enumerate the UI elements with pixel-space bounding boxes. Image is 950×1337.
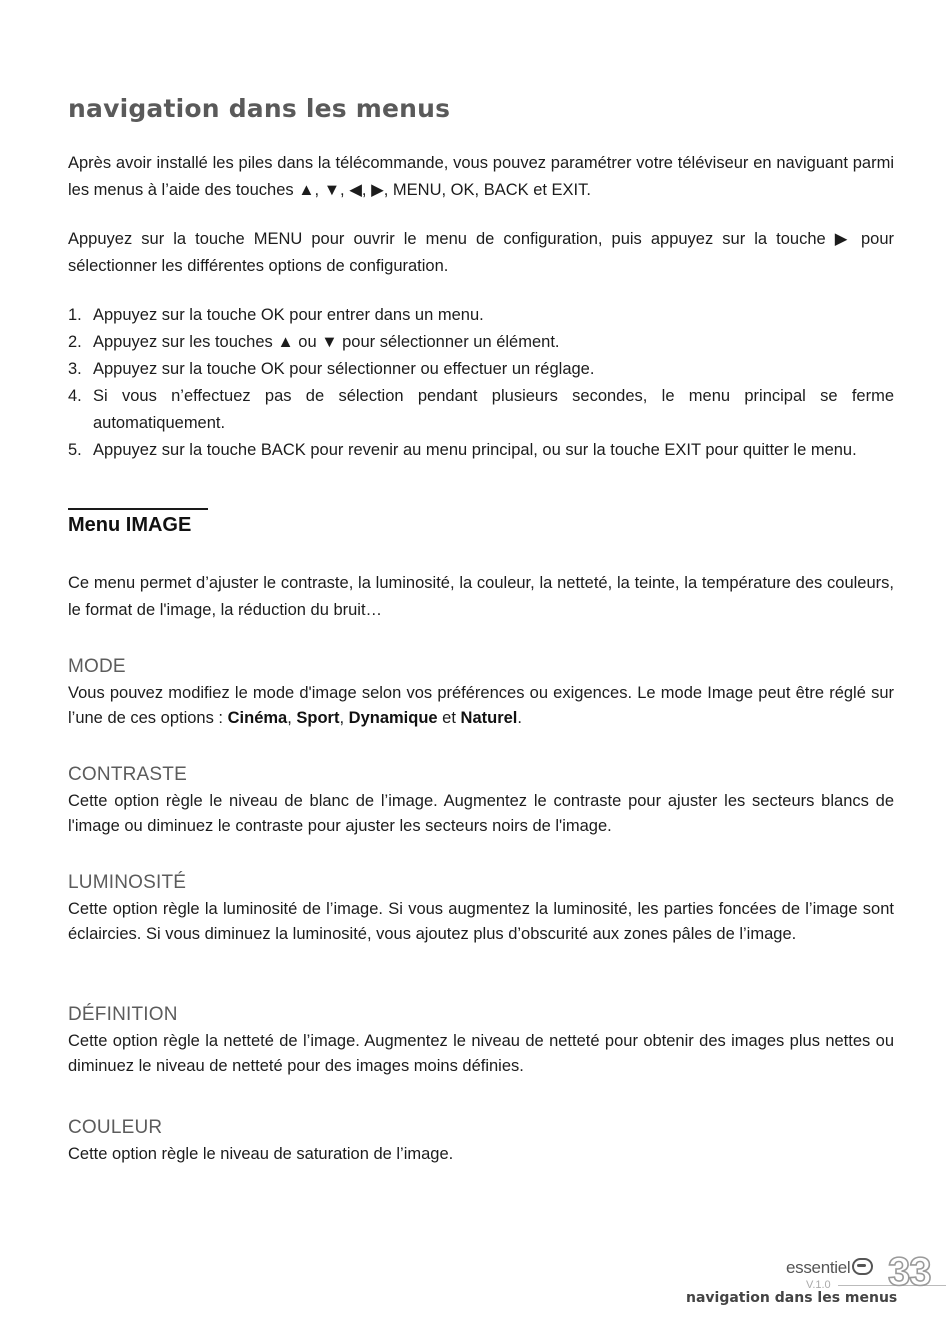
step-number: 2. — [68, 333, 82, 351]
section-title: Menu IMAGE — [68, 514, 192, 536]
contraste-text: Cette option règle le niveau de blanc de l’image. Augmentez le contraste pour ajuster les secteurs blancs de l'image ou diminuez le contraste pour ajuster les secteurs noirs de l'image. — [68, 792, 894, 835]
mode-text: Vous pouvez modifiez le mode d'image selon vos préférences ou exigences. Le mode Image peut être réglé sur l’une de ces options : Cinéma, Sport, Dynamique et Naturel. — [68, 684, 894, 727]
option-naturel: Naturel — [460, 709, 518, 727]
list-item — [68, 356, 894, 383]
brand-mark-icon — [852, 1258, 873, 1275]
luminosite-text: Cette option règle la luminosité de l’image. Si vous augmentez la luminosité, les parties foncées de l’image sont éclaircies. Si vous diminuez la luminosité, vous ajoutez plus d’obscurité aux zones pâles de l’image. — [68, 900, 894, 943]
step-number: 1. — [68, 306, 82, 324]
section-divider — [68, 508, 208, 510]
step-number: 3. — [68, 360, 82, 378]
option-cinema: Cinéma — [227, 709, 288, 727]
mode-heading: MODE — [68, 656, 126, 677]
steps-list — [68, 302, 894, 464]
list-item — [68, 329, 894, 356]
step-text: Appuyez sur la touche BACK pour revenir au menu principal, ou sur la touche EXIT pour quitter le menu. — [93, 441, 857, 459]
list-item — [68, 302, 894, 329]
option-dynamique: Dynamique — [348, 709, 438, 727]
brand-logo: essentiel — [786, 1258, 873, 1278]
intro-paragraph-2: Appuyez sur la touche MENU pour ouvrir le menu de configuration, puis appuyez sur la touche ▶ pour sélectionner les différentes options de configuration. — [68, 230, 894, 275]
definition-heading: DÉFINITION — [68, 1004, 178, 1025]
contraste-heading: CONTRASTE — [68, 764, 187, 785]
step-number: 5. — [68, 441, 82, 459]
list-item — [68, 437, 894, 464]
version-label: V.1.0 — [806, 1279, 831, 1291]
step-text: Appuyez sur la touche OK pour sélectionner ou effectuer un réglage. — [93, 360, 595, 378]
step-text: Appuyez sur les touches ▲ ou ▼ pour sélectionner un élément. — [93, 333, 560, 351]
couleur-text: Cette option règle le niveau de saturation de l’image. — [68, 1145, 454, 1163]
list-item — [68, 383, 894, 437]
page-number: 33 — [888, 1250, 931, 1294]
page-title: navigation dans les menus — [68, 94, 451, 123]
step-text: Si vous n’effectuez pas de sélection pendant plusieurs secondes, le menu principal se ferme automatiquement. — [93, 387, 894, 432]
step-number: 4. — [68, 387, 82, 405]
footer-chapter-title: navigation dans les menus — [686, 1290, 898, 1306]
step-text: Appuyez sur la touche OK pour entrer dans un menu. — [93, 306, 484, 324]
intro-paragraph-1: Après avoir installé les piles dans la télécommande, vous pouvez paramétrer votre téléviseur en naviguant parmi les menus à l’aide des touches ▲, ▼, ◀, ▶, MENU, OK, BACK et EXIT. — [68, 154, 894, 199]
option-sport: Sport — [296, 709, 340, 727]
couleur-heading: COULEUR — [68, 1117, 163, 1138]
luminosite-heading: LUMINOSITÉ — [68, 872, 187, 893]
section-intro: Ce menu permet d’ajuster le contraste, la luminosité, la couleur, la netteté, la teinte, la température des couleurs, le format de l'image, la réduction du bruit… — [68, 574, 894, 619]
definition-text: Cette option règle la netteté de l’image. Augmentez le niveau de netteté pour obtenir des images plus nettes ou diminuez le niveau de netteté pour des images moins définies. — [68, 1032, 894, 1075]
